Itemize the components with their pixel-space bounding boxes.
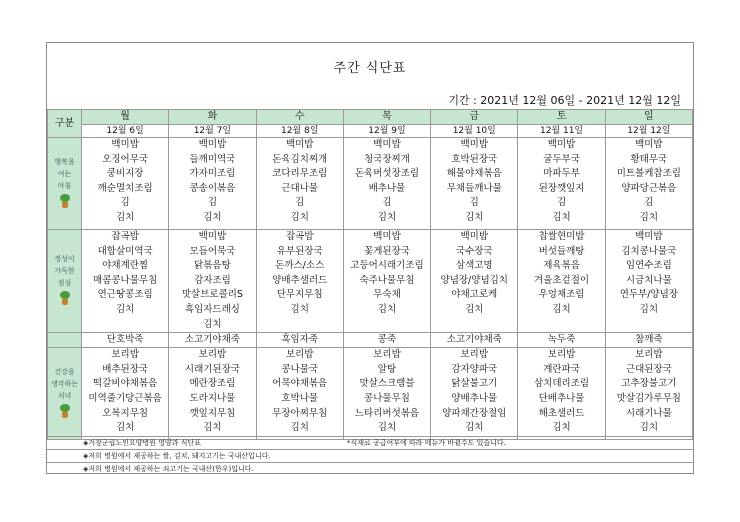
menu-item: 맛살브로콜리S: [181, 289, 243, 301]
snack-cell: 소고기야채죽: [431, 333, 518, 348]
day-header: 금: [431, 110, 518, 125]
date-header-row: [48, 125, 693, 138]
menu-cell: [169, 348, 256, 440]
date-header: 12월 9일: [343, 125, 430, 138]
menu-item: 김: [295, 197, 305, 209]
menu-item: 콩송이볶음: [189, 182, 236, 194]
menu-item: 양배추샐러드: [272, 274, 328, 286]
menu-item: 김치: [203, 422, 222, 434]
meal-label-cell: [48, 348, 82, 440]
meal-label-text: 정성이: [54, 255, 75, 264]
menu-item: 된장깻잎지: [538, 182, 585, 194]
menu-item: 삼치데리조림: [534, 378, 590, 390]
meal-label-text: 생각하는: [50, 379, 79, 388]
menu-item: 감자조림: [194, 274, 231, 286]
date-header: 12월 10일: [431, 125, 518, 138]
snack-row: [48, 333, 693, 348]
menu-item: 오복지무침: [102, 407, 149, 419]
menu-item: 우엉채조림: [538, 289, 585, 301]
menu-item: 돈육버섯장조림: [354, 168, 420, 180]
menu-item: 배추나물: [368, 182, 406, 194]
plant-icon: [59, 291, 71, 305]
menu-item: 단배추나물: [538, 392, 585, 404]
menu-cell: [518, 348, 605, 440]
menu-item: 김치: [377, 303, 397, 315]
menu-item: 김치: [552, 211, 571, 223]
date-header: 12월 12일: [605, 125, 692, 138]
menu-item: 김치: [290, 303, 309, 315]
menu-item: 대합살미역국: [97, 245, 153, 257]
menu-item: 김: [556, 197, 567, 209]
menu-item: 배추된장국: [102, 363, 149, 375]
menu-item: 양념장/양념김치: [440, 274, 508, 286]
meal-row: [48, 348, 693, 440]
menu-sheet: [46, 42, 694, 474]
menu-item: 보리밥: [635, 349, 663, 361]
menu-item: 숙주나물무침: [359, 274, 415, 286]
menu-item: 백미밥: [198, 231, 227, 242]
menu-cell: [82, 348, 169, 440]
menu-item: 백미밥: [460, 231, 489, 242]
menu-item: 단무지무침: [276, 289, 323, 301]
menu-item: 떡갈비야채볶음: [93, 378, 158, 390]
plant-icon: [59, 404, 71, 418]
day-header: 토: [518, 110, 605, 125]
menu-item: 김치: [465, 422, 484, 434]
menu-item: 김치: [290, 422, 309, 434]
menu-item: 시래기나물: [625, 407, 672, 419]
meal-label-cell: [48, 138, 82, 230]
menu-item: 돈까스/소스: [275, 260, 325, 272]
menu-item: 어묵야채볶음: [272, 378, 328, 390]
menu-table: [47, 109, 693, 440]
notes-section: [47, 436, 693, 475]
menu-cell: [605, 348, 692, 440]
menu-item: 백미밥: [635, 231, 663, 242]
menu-item: 호박된장국: [451, 153, 498, 165]
snack-cell: 참깨죽: [605, 333, 692, 348]
menu-item: 백미밥: [373, 231, 401, 242]
menu-cell: [605, 230, 692, 333]
snack-cell: 녹두죽: [518, 333, 605, 348]
menu-item: 김치: [203, 211, 222, 223]
menu-item: 모듬어묵국: [189, 245, 236, 257]
page-title: 주간 식단표: [333, 61, 407, 76]
menu-item: 쿵비지장: [106, 168, 144, 180]
menu-item: 김: [120, 197, 130, 209]
date-header: 12월 8일: [256, 125, 343, 138]
menu-item: 시래기된장국: [184, 363, 240, 375]
menu-cell: [431, 138, 518, 230]
menu-item: 해물야채볶음: [446, 168, 502, 180]
menu-item: 알탕: [377, 363, 397, 375]
menu-item: 콩나물국: [281, 363, 319, 375]
menu-item: 김: [644, 197, 654, 209]
menu-cell: [82, 230, 169, 333]
note-line: [47, 462, 693, 475]
menu-item: 김치: [203, 318, 222, 330]
menu-cell: [82, 138, 169, 230]
menu-item: 찹쌀현미밥: [538, 231, 585, 242]
menu-item: 김치: [465, 211, 484, 223]
menu-item: 미역줄기당근볶음: [88, 392, 162, 404]
menu-cell: [256, 138, 343, 230]
menu-item: 연두부/양념장: [619, 289, 678, 301]
menu-cell: [431, 230, 518, 333]
menu-item: 백미밥: [285, 139, 314, 150]
note-text: ◈저희 병원에서 제공하는 쌀, 김치, 돼지고기는 국내산입니다.: [83, 452, 271, 460]
menu-cell: [169, 138, 256, 230]
menu-item: 매콤콩나물무침: [93, 274, 158, 286]
note-line: [47, 449, 693, 462]
menu-item: 김치: [377, 422, 397, 434]
menu-item: 김치콩나물국: [621, 245, 677, 257]
snack-cell: 흑임자죽: [256, 333, 343, 348]
menu-item: 백미밥: [547, 139, 576, 150]
meal-label-text: 점심: [57, 279, 72, 288]
menu-item: 김: [382, 197, 392, 209]
menu-item: 계란파국: [543, 363, 580, 375]
menu-cell: [518, 230, 605, 333]
menu-item: 양파당근볶음: [621, 182, 677, 194]
meal-label-text: 아침: [57, 181, 72, 190]
menu-item: 양배추나물: [451, 392, 498, 404]
menu-item: 야채고로케: [451, 289, 498, 301]
day-header: 월: [82, 110, 169, 125]
meal-row: [48, 138, 693, 230]
menu-item: 코다리무조림: [272, 168, 328, 180]
menu-item: 해초샐러드: [538, 407, 585, 419]
menu-item: 야채계란찜: [102, 260, 149, 272]
menu-item: 굴두부국: [543, 153, 580, 165]
snack-cell: 소고기야채죽: [169, 333, 256, 348]
menu-item: 메란장조림: [189, 378, 236, 390]
menu-item: 백미밥: [111, 139, 139, 150]
meal-label-text: 저녁: [57, 391, 72, 400]
menu-item: 잡곡밥: [285, 231, 314, 242]
menu-item: 근대된장국: [625, 363, 672, 375]
menu-cell: [256, 348, 343, 440]
menu-item: 겨울초겉절이: [534, 274, 590, 286]
note-text: *식재료 공급여부에 따라 메뉴가 바뀔수도 있습니다.: [347, 439, 506, 447]
menu-item: 보리밥: [460, 349, 489, 361]
menu-item: 김치: [115, 211, 135, 223]
menu-cell: [343, 138, 430, 230]
menu-item: 무장아찌무침: [272, 407, 328, 419]
menu-cell: [518, 138, 605, 230]
menu-item: 깻잎지무침: [189, 407, 236, 419]
menu-item: 버섯들깨탕: [538, 245, 585, 257]
date-header: 12월 11일: [518, 125, 605, 138]
menu-item: 감자양파국: [451, 363, 498, 375]
meal-label-text: 여는: [57, 169, 72, 178]
menu-item: 백미밥: [373, 139, 401, 150]
menu-item: 청국장찌개: [364, 153, 410, 165]
note-text: ◈거창군립노인요양병원 영양과 식단표: [83, 439, 202, 447]
menu-item: 백미밥: [198, 139, 227, 150]
menu-item: 가자미조림: [189, 168, 236, 180]
menu-item: 돈육김치찌개: [272, 153, 328, 165]
menu-item: 흑임자드레싱: [184, 303, 240, 315]
menu-item: 오징어무국: [102, 153, 149, 165]
meal-label-cell: [48, 230, 82, 333]
menu-item: 보리밥: [285, 349, 314, 361]
menu-item: 백미밥: [635, 139, 663, 150]
snack-cell: 콩죽: [343, 333, 430, 348]
day-header: 화: [169, 110, 256, 125]
snack-cell: 단호박죽: [82, 333, 169, 348]
menu-item: 마파두부: [543, 168, 580, 180]
meal-label-text: 행복을: [54, 157, 75, 166]
menu-item: 느타리버섯볶음: [354, 407, 420, 419]
meal-label-text: 건강을: [54, 367, 75, 376]
menu-item: 콩나물무침: [364, 392, 410, 404]
menu-item: 제육볶음: [543, 260, 580, 272]
note-line: [47, 436, 693, 449]
menu-item: 도라지나물: [189, 392, 236, 404]
snack-label-cell: [48, 333, 82, 348]
menu-item: 호박나물: [281, 392, 319, 404]
menu-item: 김치: [377, 211, 397, 223]
menu-item: 국수장국: [455, 245, 493, 257]
menu-item: 김치: [639, 211, 659, 223]
menu-item: 김치: [290, 211, 309, 223]
date-header: 12월 7일: [169, 125, 256, 138]
day-header: 일: [605, 110, 692, 125]
menu-item: 연근땅콩조림: [97, 289, 153, 301]
menu-item: 김치: [552, 422, 571, 434]
menu-item: 김치: [115, 422, 135, 434]
menu-item: 백미밥: [460, 139, 489, 150]
menu-item: 근대나물: [281, 182, 319, 194]
menu-cell: [169, 230, 256, 333]
date-header: 12월 6일: [82, 125, 169, 138]
menu-item: 고등어시래기조림: [350, 260, 424, 272]
note-text: ◈저희 병원에서 제공하는 쇠고기는 국내산(한우)입니다.: [83, 465, 254, 473]
menu-item: 김치: [552, 303, 571, 315]
menu-item: 들깨미역국: [189, 153, 236, 165]
menu-cell: [431, 348, 518, 440]
menu-item: 미트볼케찹조림: [616, 168, 681, 180]
day-header: 수: [256, 110, 343, 125]
menu-item: 꽃게된장국: [364, 245, 410, 257]
plant-icon: [59, 194, 71, 208]
menu-item: 보리밥: [373, 349, 401, 361]
menu-item: 황태무국: [630, 153, 668, 165]
menu-item: 고추장불고기: [621, 378, 677, 390]
day-header: 목: [343, 110, 430, 125]
day-header-row: [48, 110, 693, 125]
meal-row: [48, 230, 693, 333]
menu-item: 맛살스크램블: [359, 378, 415, 390]
menu-item: 잡곡밥: [111, 231, 139, 242]
menu-item: 무채들깨나물: [446, 182, 502, 194]
category-header: 구분: [48, 110, 82, 138]
menu-item: 김치: [639, 422, 659, 434]
menu-cell: [343, 348, 430, 440]
menu-item: 삼색고명: [455, 260, 493, 272]
menu-item: 김치: [465, 303, 484, 315]
menu-item: 임연수조림: [625, 260, 672, 272]
menu-item: 유부된장국: [276, 245, 323, 257]
menu-cell: [343, 230, 430, 333]
menu-item: 김: [469, 197, 479, 209]
menu-item: 닭살불고기: [451, 378, 498, 390]
menu-item: 양파채간장절임: [442, 407, 507, 419]
menu-item: 맛살김가루무침: [616, 392, 681, 404]
meal-label-text: 가득한: [54, 267, 75, 276]
menu-item: 김치: [639, 303, 659, 315]
menu-cell: [256, 230, 343, 333]
menu-item: 무숙채: [373, 289, 401, 301]
menu-item: 보리밥: [111, 349, 139, 361]
menu-cell: [605, 138, 692, 230]
period-text: 기간 : 2021년 12월 06일 - 2021년 12월 12일: [448, 94, 681, 107]
menu-item: 보리밥: [198, 349, 227, 361]
menu-item: 김: [207, 197, 218, 209]
menu-item: 깨순멸치조림: [97, 182, 153, 194]
menu-item: 시금치나물: [625, 274, 672, 286]
menu-item: 닭볶음탕: [194, 260, 231, 272]
menu-item: 김치: [115, 303, 135, 315]
menu-item: 보리밥: [547, 349, 576, 361]
